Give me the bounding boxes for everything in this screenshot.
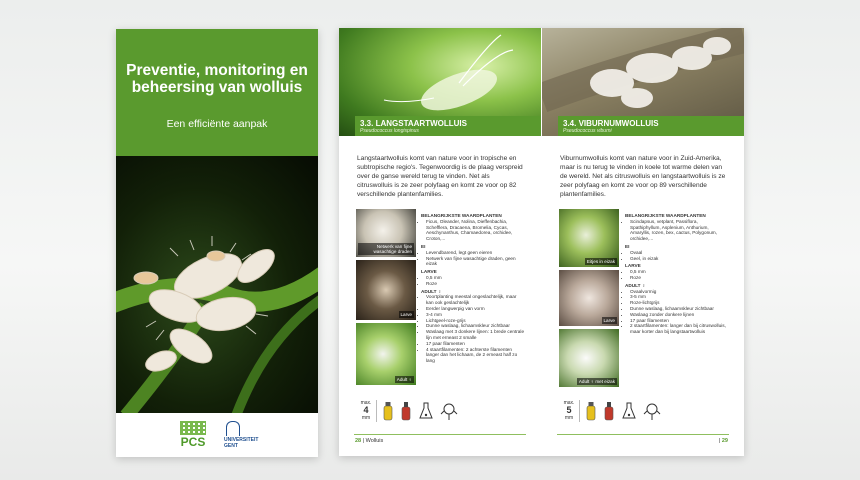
host-list: • Ficus, Oleander, Nolina, Dieffenbachia, Schefflera, Dracaena, Bromelia, Cycas, Aeschynanthus, Chamaedorea, orchidee, Croton,... [426, 219, 525, 242]
ugent-logo [224, 421, 264, 451]
ugent-logo-line2: GENT [224, 443, 238, 449]
thumb-caption: Larve [603, 318, 615, 323]
larva-item: • 0,5 mm [630, 269, 729, 275]
info-column [625, 211, 729, 335]
larva-heading: LARVE [625, 263, 641, 269]
adult-item: • 4 staartfilamenten: 2 achterste filamenten langer dan het lichaam, de 2 erneast half zo lang [426, 347, 525, 364]
size-value: 4 [363, 405, 369, 415]
pcs-logo [176, 421, 210, 451]
intro-paragraph: Viburnumwolluis komt van nature voor in Zuid-Amerika, maar is nu terug te vinden in koele tot warme delen van de wereld. Net als citruswolluis en langstaartwolluis is ze zeer polyfaag en komt ze voor op 89 verschillende plantenfamilies. [560, 155, 726, 198]
ugent-logo-mark [226, 421, 240, 436]
adult-item: • Voortplanting meestal ongeslachtelijk, maar kan ook geslachtelijk [426, 294, 525, 306]
adult-item: • Roze-lichtgrijs [630, 300, 729, 306]
cover-footer-logos [116, 413, 318, 457]
ugent-logo-text [224, 437, 258, 449]
section-band [558, 116, 744, 136]
red-bottle-icon [400, 400, 412, 422]
thumb-larva [356, 260, 416, 320]
page-number: 28 [355, 438, 362, 444]
adult-item: • 3-5 mm [630, 294, 729, 300]
larva-item: • 0,5 mm [426, 275, 525, 281]
cover-photo-mealybugs [116, 156, 318, 413]
size-indicator [356, 400, 377, 422]
adult-item: • Waslaag zonder donkere lijnen [630, 312, 729, 318]
mealybug-cluster-illustration [116, 156, 318, 413]
size-unit: mm [361, 415, 371, 421]
adult-item: • Waslaag met 3 donkere lijnen: 1 brede centrale lijn met erneast 2 smalle [426, 329, 525, 341]
intro-paragraph: Langstaartwolluis komt van nature voor in tropische en subtropische regio's. Tegenwoordig is de plaag verspreid over de ganse wereld terug te vinden. Net als citruswolluis is ze zeer polyfaag en komt ze voor op 82 verschillende plantenfamilies. [357, 155, 523, 198]
size-label-top: max. [563, 400, 575, 406]
adult-item: • Lichtgeel-roze-grijs [426, 318, 525, 324]
size-label-top: max. [360, 400, 372, 406]
size-unit: mm [564, 415, 574, 421]
egg-item: • Geel, in eizak [630, 256, 729, 262]
thumb-caption: Larve [400, 312, 412, 317]
thumb-adult [356, 323, 416, 385]
larva-item: • Roze [630, 275, 729, 281]
adult-item: • 17 paar filamenten [630, 318, 729, 324]
flask-icon [418, 400, 434, 422]
cover-title: Preventie, monitoring en beheersing van wolluis [126, 62, 308, 96]
thumb-eggs [559, 209, 619, 267]
adult-heading: ADULT ♀ [625, 282, 646, 288]
adult-heading: ADULT ♀ [421, 288, 442, 294]
size-indicator [559, 400, 580, 422]
egg-item: • Levendbarend, legt geen eieren [426, 250, 525, 256]
pcs-logo-text: PCS [180, 435, 206, 449]
cover-subtitle: Een efficiënte aanpak [166, 118, 268, 130]
egg-item: • Netwerk van fijne wasachtige draden, geen eizak [426, 256, 525, 268]
egg-item: • Ovaal [630, 250, 729, 256]
thumb-larva [559, 270, 619, 326]
adult-item: • 2 staartfilamenten: langer dan bij citruswolluis, maar korter dan bij langstaartwolluis [630, 323, 729, 335]
host-list: • Scindapsus, vetplant, Passiflora, Spathiphyllum, Asplenium, Anthurium, Amaryllis, rozen, bex, cactus, Polygonum, orchidee,... [630, 219, 729, 242]
adult-item: • Dunne waslaag, lichaamskleur zichtbaar [630, 306, 729, 312]
egg-heading: EI [625, 243, 630, 249]
section-latin-name: Pseudococcus viburni [563, 128, 612, 134]
adult-item: • 17 paar filamenten [426, 341, 525, 347]
page-number-left: 28 | Wolluis [355, 438, 384, 444]
page-number-right: | 29 [718, 438, 728, 444]
yellow-sticky-trap-icon [382, 400, 394, 422]
adult-item: • Eerder langwerpig van vorm [426, 306, 525, 312]
thumb-caption: Adult ♀ [396, 377, 412, 382]
info-column [421, 211, 525, 364]
host-heading: BELANGRIJKSTE WAARDPLANTEN [421, 213, 502, 218]
page-footer-rule [557, 434, 729, 435]
red-bottle-icon [603, 400, 615, 422]
section-band [355, 116, 541, 136]
brochure-spread [339, 28, 744, 456]
cover-header [116, 29, 318, 156]
brochure-cover [116, 29, 318, 457]
larva-item: • Roze [426, 281, 525, 287]
thumb-caption: Adult ♀ met eizak [578, 379, 615, 384]
beneficial-insect-icon [440, 400, 458, 422]
pcs-logo-mark [180, 421, 206, 435]
thumb-caption: Netwerk van fijne wasachtige draden [358, 243, 414, 255]
section-latin-name: Pseudococcus longispinus [360, 128, 419, 134]
page-29 [542, 28, 744, 456]
flask-icon [621, 400, 637, 422]
thumb-caption: Eitjes in eizak [586, 259, 615, 264]
section-title: 3.3. LANGSTAARTWOLLUIS [360, 119, 467, 128]
host-heading: BELANGRIJKSTE WAARDPLANTEN [625, 213, 706, 218]
page-footer-rule [354, 434, 526, 435]
adult-item: • 3-4 mm [426, 312, 525, 318]
ugent-logo-line1: UNIVERSITEIT [224, 437, 259, 443]
thumb-wax-threads [356, 209, 416, 257]
yellow-sticky-trap-icon [585, 400, 597, 422]
larva-heading: LARVE [421, 269, 437, 275]
beneficial-insect-icon [643, 400, 661, 422]
page-number: 29 [721, 438, 728, 444]
page-label: Wolluis [365, 438, 384, 444]
adult-item: • Dunne waslaag, lichaamskleur zichtbaar [426, 323, 525, 329]
adult-item: • Ovaalvormig [630, 289, 729, 295]
thumb-adult [559, 329, 619, 387]
egg-heading: EI [421, 243, 426, 249]
size-value: 5 [566, 405, 572, 415]
section-title: 3.4. VIBURNUMWOLLUIS [563, 119, 659, 128]
page-28 [339, 28, 541, 456]
